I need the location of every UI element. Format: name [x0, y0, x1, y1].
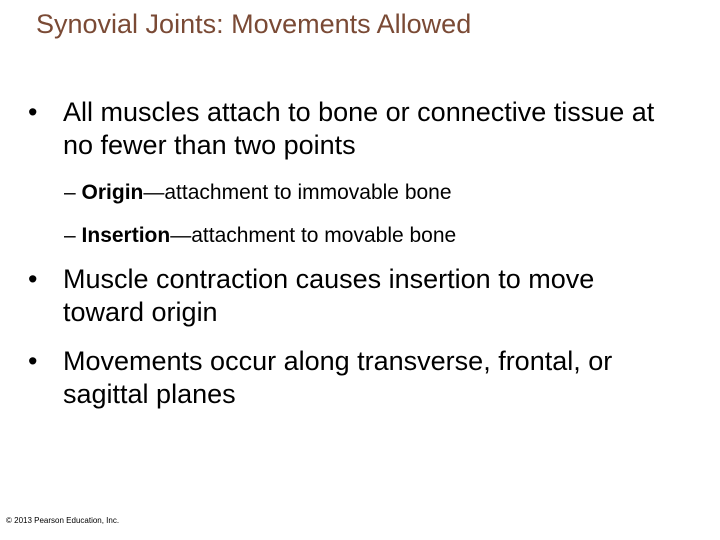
bullet-text: Movements occur along transverse, frontal, or sagittal planes: [63, 346, 613, 409]
bullet-text: All muscles attach to bone or connective tissue at no fewer than two points: [63, 97, 655, 160]
bullet-item: [28, 345, 668, 411]
sub-item-origin: [64, 179, 684, 207]
bullet-marker: •: [28, 264, 38, 294]
copyright-notice: © 2013 Pearson Education, Inc.: [6, 516, 120, 525]
term-origin: Origin: [81, 181, 144, 204]
slide-title: Synovial Joints: Movements Allowed: [36, 9, 472, 39]
dash-marker: –: [64, 224, 76, 247]
bullet-item: [28, 263, 668, 329]
definition-insertion: —attachment to movable bone: [170, 224, 457, 247]
term-insertion: Insertion: [81, 224, 171, 247]
definition-origin: —attachment to immovable bone: [143, 181, 452, 204]
dash-marker: –: [64, 181, 76, 204]
bullet-marker: •: [28, 97, 38, 127]
sub-item-insertion: [64, 222, 684, 250]
bullet-marker: •: [28, 346, 38, 376]
bullet-item: [28, 96, 668, 162]
bullet-text: Muscle contraction causes insertion to move toward origin: [63, 264, 595, 327]
